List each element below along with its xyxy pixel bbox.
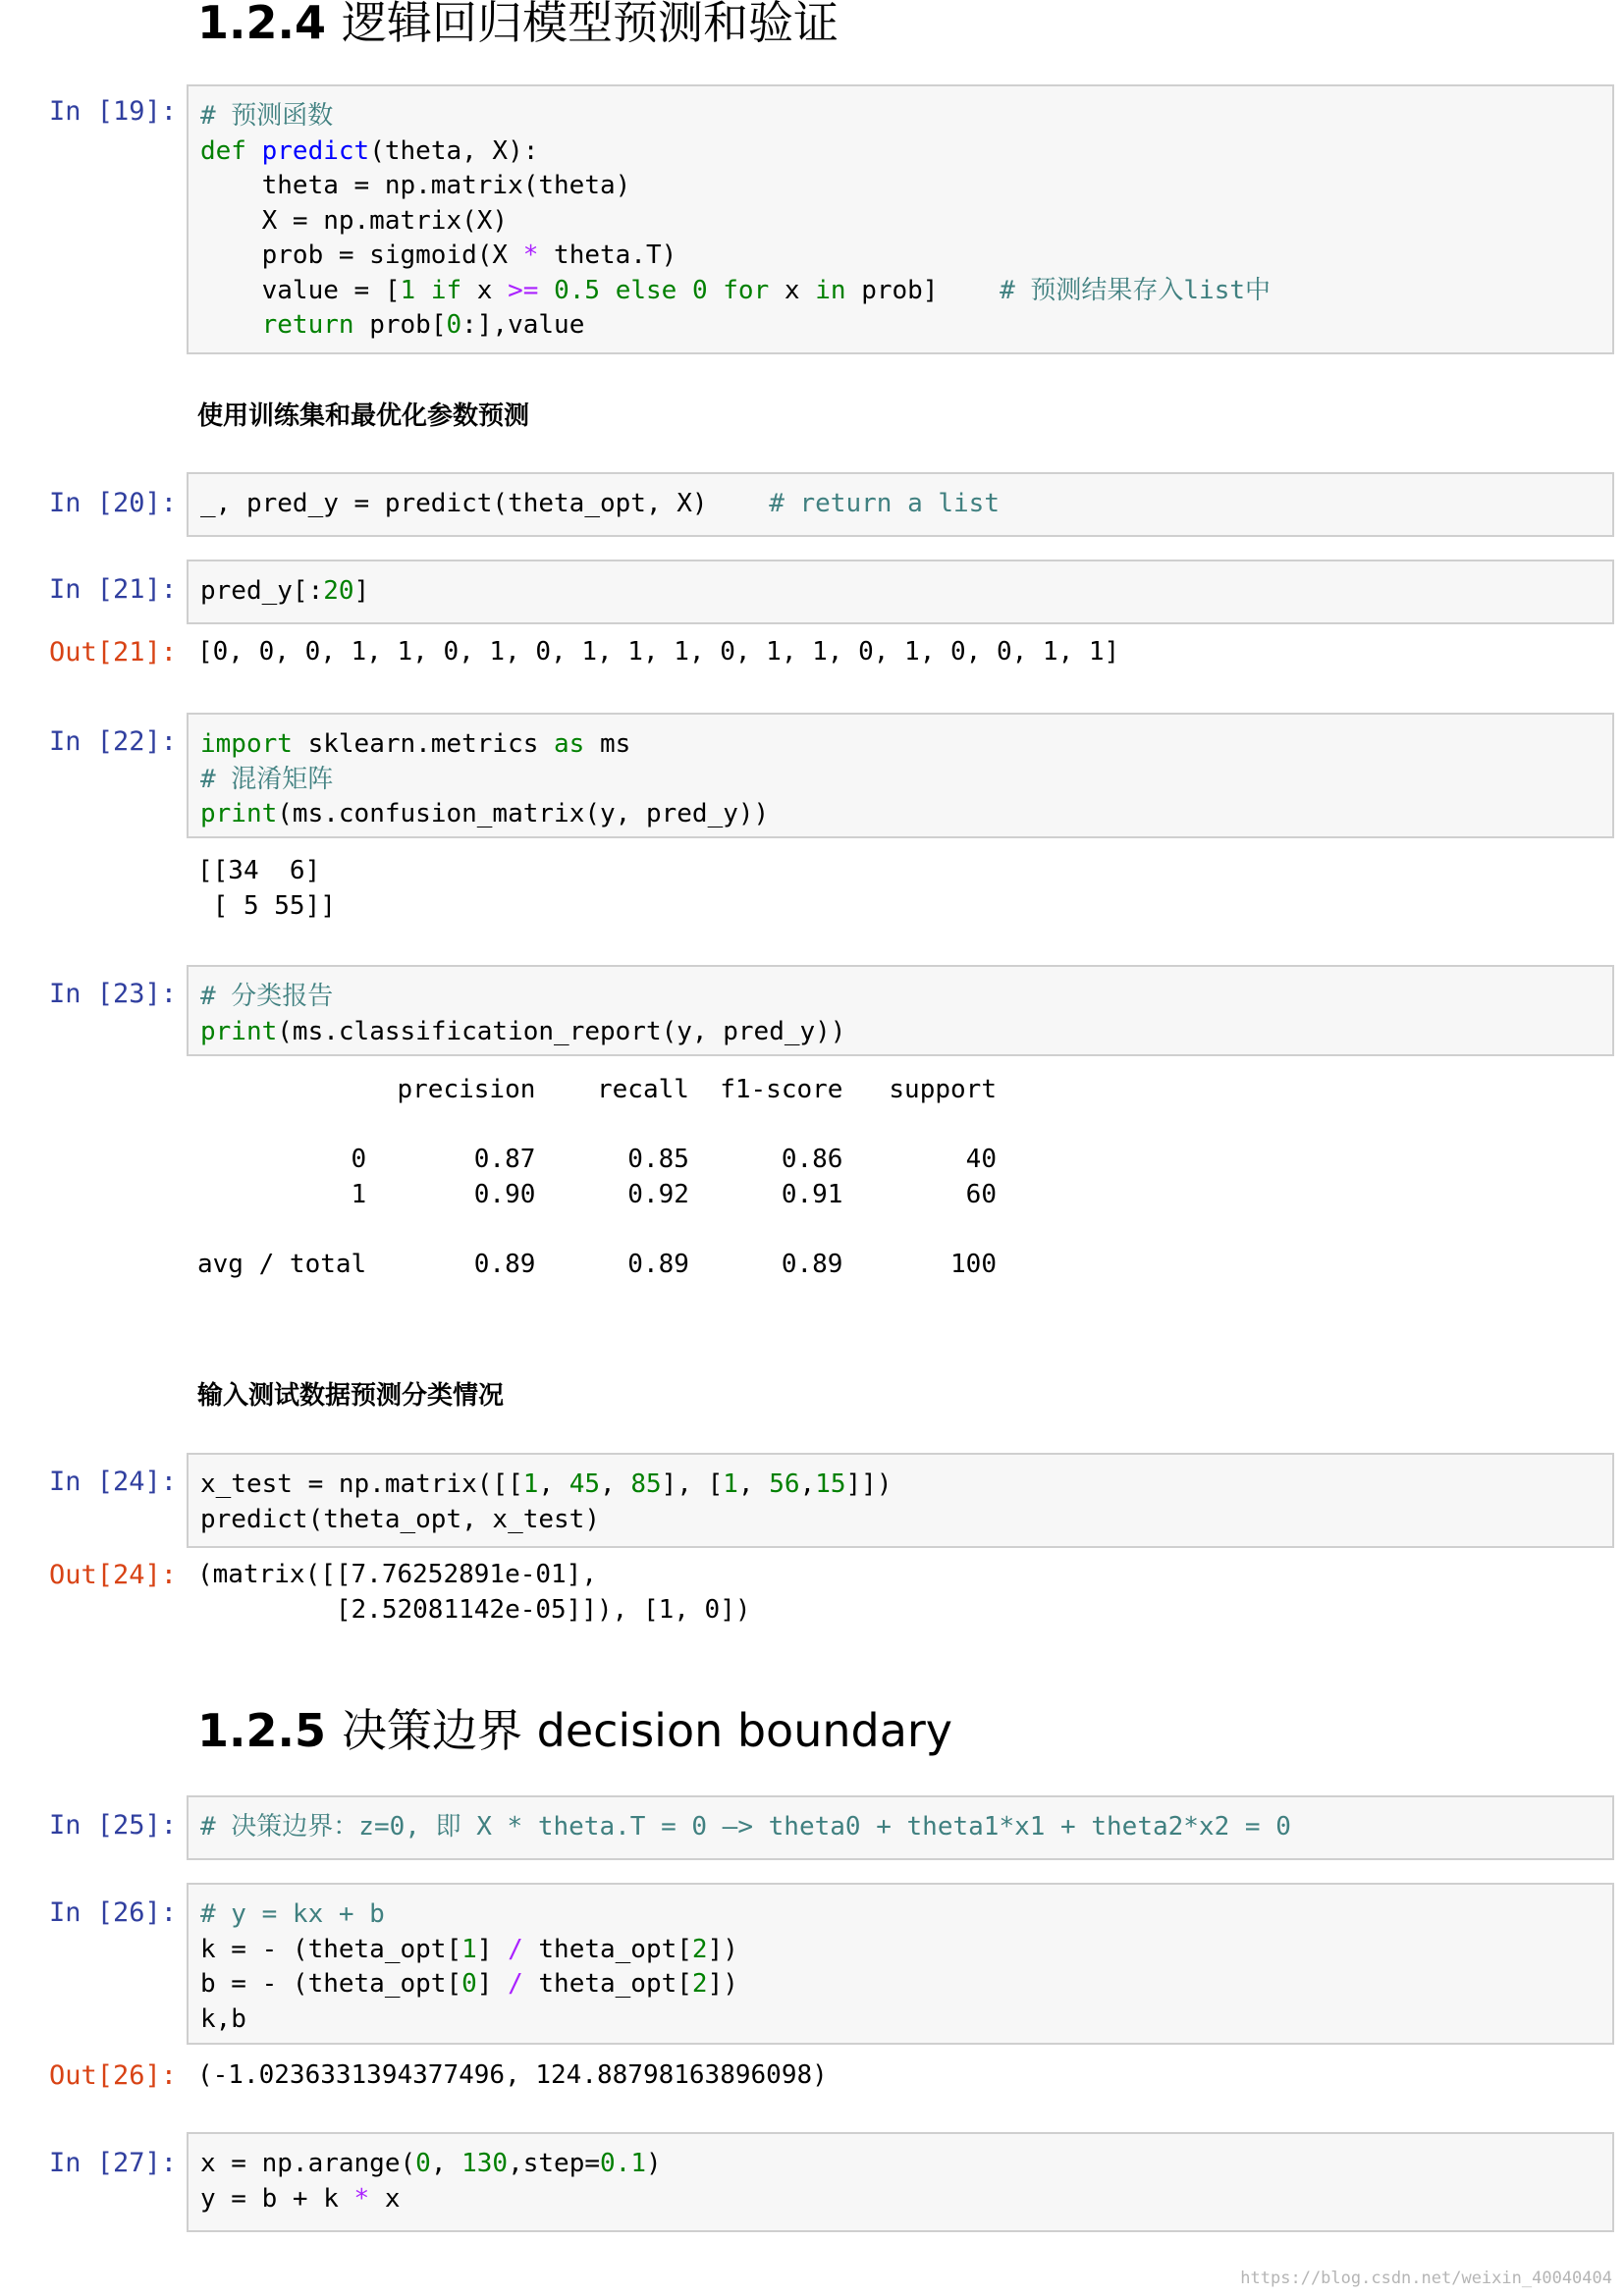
in-prompt-26: In [26]: [48, 1897, 177, 1928]
code-text: sklearn.metrics [292, 729, 555, 759]
code-cell-22[interactable] [187, 713, 1614, 838]
code-text: theta = np.matrix(theta) [200, 171, 631, 200]
code-text: ]) [707, 1969, 738, 1999]
code-text: X = np.matrix(X) [200, 205, 509, 236]
comment: # 预测结果存入list中 [1000, 275, 1272, 305]
code-text: b = - (theta_opt[ [200, 1969, 462, 1999]
code-text: prob[ [353, 310, 447, 340]
code-text: k = - (theta_opt[ [200, 1934, 462, 1964]
code-text: ] [476, 1969, 509, 1999]
comment: # 决策边界：z=0, 即 X * theta.T = 0 —> theta0 + theta1*x1 + theta2*x2 = 0 [200, 1812, 1291, 1842]
code-editor-19[interactable] [189, 86, 1612, 344]
code-text: k,b [200, 2003, 246, 2034]
number: 20 [323, 576, 354, 606]
number: 0 [691, 275, 708, 305]
cell-output-24: (matrix([[7.76252891e-01], [2.52081142e-05]]), [1, 0]) [197, 1560, 751, 1625]
operator: * [353, 2183, 370, 2214]
number: 1 [522, 1469, 539, 1499]
cell-output-26: (-1.0236331394377496, 124.88798163896098) [197, 2060, 828, 2090]
code-text: (theta, X): [369, 135, 539, 166]
code-text: theta_opt[ [522, 1934, 692, 1964]
code-text: x [369, 2183, 401, 2214]
keyword: for [723, 275, 770, 305]
operator: / [508, 1934, 523, 1964]
number: 1 [461, 1934, 477, 1964]
number: 1 [723, 1469, 738, 1499]
in-prompt-20: In [20]: [48, 488, 177, 518]
number: 85 [630, 1469, 662, 1499]
markdown-text-train-predict: 使用训练集和最优化参数预测 [197, 401, 530, 431]
keyword: else [615, 275, 677, 305]
in-prompt-25: In [25]: [48, 1810, 177, 1841]
section-heading-124: 1.2.4 逻辑回归模型预测和验证 [197, 0, 839, 49]
code-text: ms [584, 729, 631, 759]
watermark-url: https://blog.csdn.net/weixin_40040404 [1240, 2269, 1612, 2288]
code-text: theta.T) [538, 240, 677, 270]
out-prompt-26: Out[26]: [48, 2060, 177, 2091]
code-editor-22[interactable] [189, 715, 1612, 832]
code-text: (ms.classification_report(y, pred_y)) [277, 1016, 846, 1046]
code-text: ]]) [845, 1469, 893, 1499]
code-text: , [799, 1469, 816, 1499]
builtin-print: print [200, 799, 278, 828]
keyword: def [200, 135, 246, 166]
comment: # y = kx + b [200, 1899, 385, 1929]
number: 130 [461, 2149, 509, 2178]
keyword: import [200, 729, 293, 759]
code-cell-26[interactable] [187, 1883, 1614, 2045]
comment: # 分类报告 [200, 982, 334, 1011]
number: 0.1 [600, 2149, 646, 2178]
number: 1 [400, 275, 416, 305]
number: 15 [815, 1469, 846, 1499]
keyword: if [430, 275, 462, 305]
code-text: ) [645, 2149, 662, 2178]
code-text: theta_opt[ [522, 1969, 692, 1999]
in-prompt-19: In [19]: [48, 96, 177, 127]
number: 56 [769, 1469, 800, 1499]
code-text: ,step= [508, 2149, 601, 2178]
operator: * [522, 240, 539, 270]
code-text: x = np.arange( [200, 2149, 416, 2178]
code-text: , [538, 1469, 569, 1499]
code-text: ] [476, 1934, 509, 1964]
code-editor-20[interactable] [189, 474, 1612, 522]
number: 0.5 [554, 275, 601, 305]
code-text: pred_y[: [200, 576, 324, 606]
comment: # 预测函数 [200, 101, 334, 131]
cell-output-22: [[34 6] [ 5 55]] [197, 856, 336, 921]
code-text: prob = sigmoid(X [200, 240, 523, 270]
code-text: x [476, 275, 493, 305]
in-prompt-21: In [21]: [48, 574, 177, 605]
code-cell-27[interactable] [187, 2132, 1614, 2232]
code-cell-24[interactable] [187, 1453, 1614, 1548]
markdown-text-test-predict: 输入测试数据预测分类情况 [197, 1381, 505, 1411]
number: 45 [568, 1469, 601, 1499]
code-editor-26[interactable] [189, 1885, 1612, 2037]
function-name: predict [261, 135, 370, 166]
number: 2 [691, 1934, 708, 1964]
code-cell-25[interactable] [187, 1795, 1614, 1860]
section-heading-125: 1.2.5 决策边界 decision boundary [197, 1704, 953, 1757]
code-editor-25[interactable] [189, 1797, 1612, 1845]
code-cell-21[interactable] [187, 560, 1614, 624]
cell-output-21: [0, 0, 0, 1, 1, 0, 1, 0, 1, 1, 1, 0, 1, 1, 0, 1, 0, 0, 1, 1] [197, 637, 1120, 667]
code-text: ]) [707, 1934, 738, 1964]
code-text: (ms.confusion_matrix(y, pred_y)) [277, 799, 770, 828]
keyword: as [554, 729, 585, 759]
in-prompt-24: In [24]: [48, 1467, 177, 1497]
code-text: _, pred_y = predict(theta_opt, X) [200, 489, 708, 518]
in-prompt-27: In [27]: [48, 2148, 177, 2178]
code-editor-23[interactable] [189, 967, 1612, 1049]
code-text: , [600, 1469, 631, 1499]
comment: # return a list [769, 489, 1000, 518]
number: 0 [461, 1969, 477, 1999]
code-text: x_test = np.matrix([[ [200, 1469, 523, 1499]
cell-output-23: precision recall f1-score support 0 0.87 0.85 0.86 40 1 0.90 0.92 0.91 60 avg / total 0.89 0.89 0.89 100 [197, 1075, 997, 1279]
code-text: value = [ [200, 275, 401, 305]
keyword: return [261, 310, 354, 340]
number: 0 [446, 310, 462, 340]
code-text: , [430, 2149, 462, 2178]
code-editor-24[interactable] [189, 1455, 1612, 1537]
code-editor-21[interactable] [189, 561, 1612, 610]
comment: # 混淆矩阵 [200, 764, 334, 794]
code-text: ], [ [661, 1469, 724, 1499]
in-prompt-23: In [23]: [48, 979, 177, 1009]
keyword: in [815, 275, 846, 305]
code-cell-19[interactable] [187, 84, 1614, 354]
code-text: x [784, 275, 800, 305]
builtin-print: print [200, 1016, 278, 1046]
code-editor-27[interactable] [189, 2134, 1612, 2216]
operator: / [508, 1969, 523, 1999]
operator: >= [508, 275, 539, 305]
code-text: y = b + k [200, 2183, 354, 2214]
in-prompt-22: In [22]: [48, 726, 177, 757]
number: 2 [691, 1969, 708, 1999]
code-cell-23[interactable] [187, 965, 1614, 1056]
code-text: predict(theta_opt, x_test) [200, 1504, 600, 1534]
code-text: , [737, 1469, 770, 1499]
out-prompt-21: Out[21]: [48, 637, 177, 667]
code-cell-20[interactable] [187, 472, 1614, 537]
out-prompt-24: Out[24]: [48, 1560, 177, 1590]
code-text: ] [353, 576, 370, 606]
number: 0 [415, 2149, 431, 2178]
code-text: :],value [461, 310, 585, 340]
code-text: prob] [861, 275, 939, 305]
